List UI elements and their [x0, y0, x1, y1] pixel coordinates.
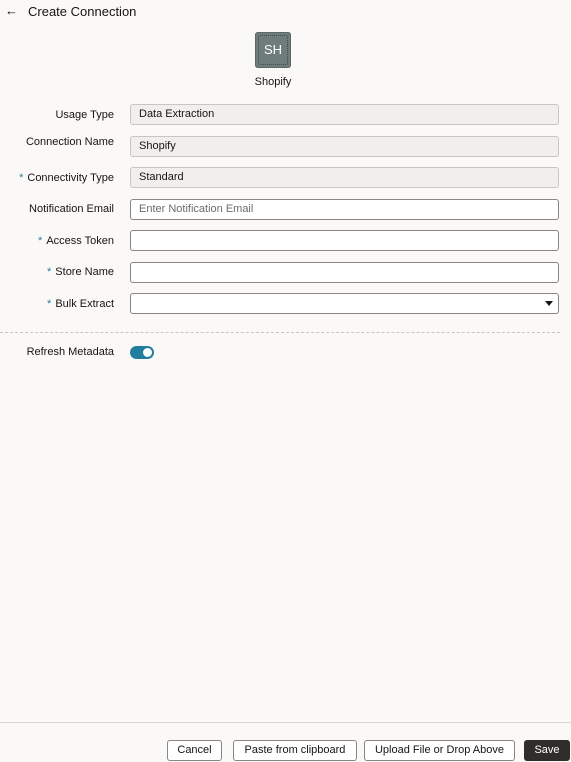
bulk-extract-select[interactable] [130, 293, 559, 314]
connectivity-type-value: Standard [139, 171, 184, 183]
store-name-label-text: Store Name [55, 266, 114, 278]
connectivity-type-label-text: Connectivity Type [27, 172, 114, 184]
required-marker: * [47, 298, 52, 310]
connector-name: Shopify [254, 76, 292, 88]
upload-file-button[interactable]: Upload File or Drop Above [364, 740, 515, 761]
required-marker: * [47, 266, 52, 278]
access-token-label-text: Access Token [46, 235, 114, 247]
notification-email-label [29, 203, 114, 216]
bulk-extract-label-text: Bulk Extract [55, 298, 114, 310]
connector-tile [255, 32, 291, 68]
usage-type-field [130, 104, 559, 125]
notification-email-label-text: Notification Email [29, 203, 114, 215]
refresh-metadata-toggle[interactable] [130, 346, 154, 359]
page-title: Create Connection [28, 4, 137, 19]
page-header [0, 0, 571, 24]
connectivity-type-field [130, 167, 559, 188]
bulk-extract-label [47, 298, 114, 311]
connection-name-label-text: Connection Name [25, 136, 114, 148]
required-marker: * [19, 172, 24, 184]
paste-from-clipboard-button[interactable]: Paste from clipboard [233, 740, 357, 761]
save-button[interactable]: Save [524, 740, 570, 761]
access-token-label [38, 235, 114, 248]
store-name-input[interactable] [130, 262, 559, 283]
store-name-label [47, 266, 114, 279]
back-arrow-icon[interactable]: ← [5, 3, 18, 18]
connection-name-label [26, 136, 114, 149]
notification-email-input[interactable] [130, 199, 559, 220]
connection-name-field[interactable] [130, 136, 559, 157]
refresh-metadata-label-text: Refresh Metadata [26, 346, 114, 358]
refresh-metadata-label [27, 346, 114, 359]
connectivity-type-label [19, 172, 114, 185]
notification-email-placeholder: Enter Notification Email [139, 203, 254, 215]
usage-type-label-text: Usage Type [55, 109, 114, 121]
footer-divider [0, 722, 571, 723]
usage-type-value: Data Extraction [139, 108, 215, 120]
required-marker: * [38, 235, 43, 247]
connector-initials: SH [263, 42, 283, 57]
section-divider [0, 332, 560, 333]
cancel-button[interactable]: Cancel [167, 740, 222, 761]
caret-down-icon[interactable] [545, 301, 553, 306]
access-token-input[interactable] [130, 230, 559, 251]
connection-name-value: Shopify [139, 140, 176, 152]
usage-type-label [55, 109, 114, 122]
toggle-knob [143, 348, 152, 357]
